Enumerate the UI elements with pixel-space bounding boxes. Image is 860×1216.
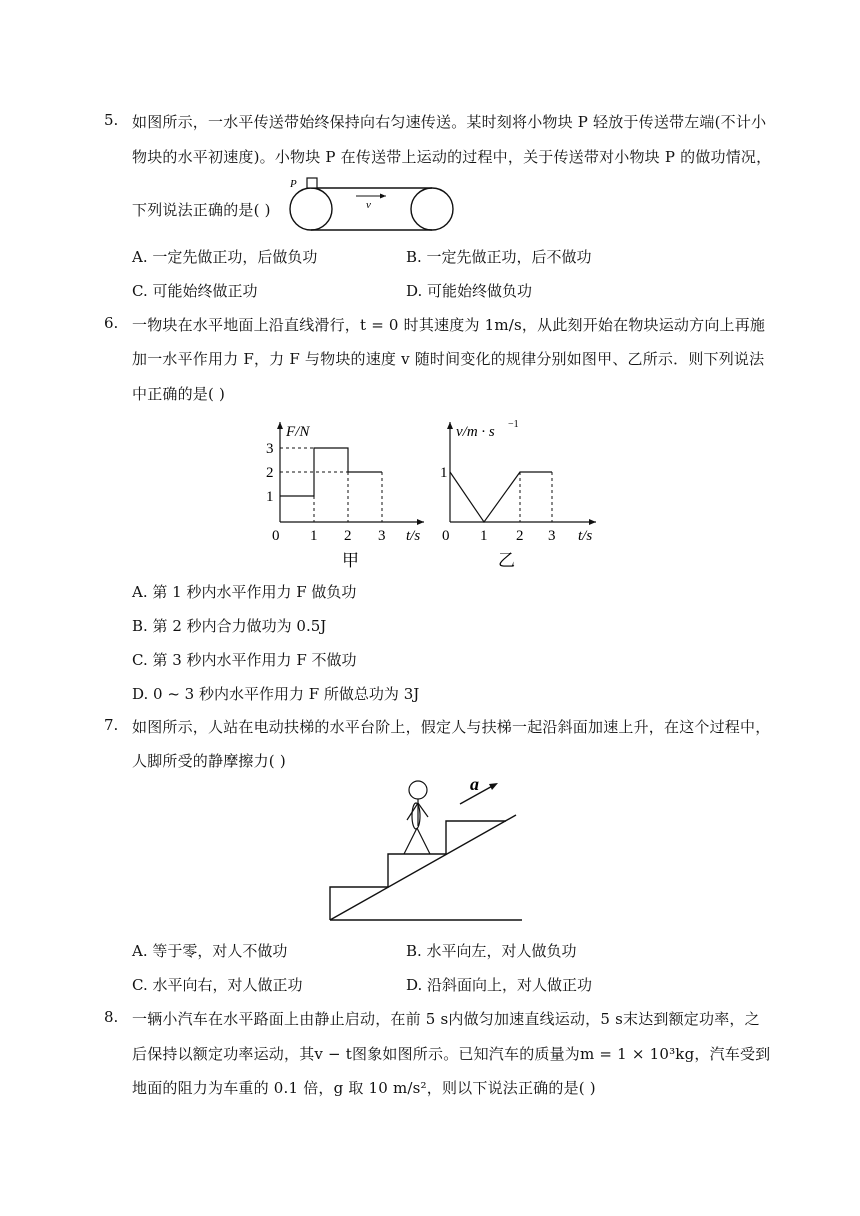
graph-yi-xlabel: t/s <box>578 528 593 544</box>
q6-option-a: A. 第 1 秒内水平作用力 F 做负功 <box>132 583 357 601</box>
graph-jia-tick-x0: 0 <box>272 528 280 544</box>
q5-option-a: A. 一定先做正功，后做负功 <box>132 248 318 266</box>
label-a: a <box>470 774 479 794</box>
q6-number: 6. <box>104 314 119 332</box>
q5-option-d: D. 可能始终做负功 <box>406 282 533 300</box>
graph-jia-tick-x1: 1 <box>310 528 318 544</box>
q7-option-a: A. 等于零，对人不做功 <box>132 942 288 960</box>
q8-number: 8. <box>104 1008 119 1026</box>
q5-option-c: C. 可能始终做正功 <box>132 282 258 300</box>
graph-yi-ylabel-sup: −1 <box>508 419 519 430</box>
block-p <box>307 178 317 188</box>
q7-option-d: D. 沿斜面向上，对人做正功 <box>406 976 593 994</box>
graph-yi-tick-x3: 3 <box>548 528 556 544</box>
graph-jia-ylabel: F/N <box>286 424 310 440</box>
label-p: P <box>290 178 297 190</box>
q5-line-1: 如图所示，一水平传送带始终保持向右匀速传送。某时刻将小物块 P 轻放于传送带左端(不计小 <box>132 113 767 131</box>
q5-number: 5. <box>104 111 119 129</box>
graph-jia-tick-y3: 3 <box>266 441 274 457</box>
graph-jia-caption: 甲 <box>342 551 359 570</box>
q6-line-1: 一物块在水平地面上沿直线滑行，t = 0 时其速度为 1m/s，从此刻开始在物块运动方向上再施 <box>132 316 766 334</box>
graph-force-time <box>256 414 436 572</box>
q6-option-b: B. 第 2 秒内合力做功为 0.5J <box>132 617 327 635</box>
q6-option-d: D. 0 ~ 3 秒内水平作用力 F 所做总功为 3J <box>132 685 420 703</box>
q7-line-2: 人脚所受的静摩擦力( ) <box>132 752 286 770</box>
graph-velocity-time <box>436 414 612 572</box>
graph-jia-tick-x3: 3 <box>378 528 386 544</box>
q5-line-3: 下列说法正确的是( ) <box>132 201 271 219</box>
q5-option-b: B. 一定先做正功，后不做功 <box>406 248 592 266</box>
graph-yi-tick-x2: 2 <box>516 528 524 544</box>
q8-line-2: 后保持以额定功率运动，其v − t图象如图所示。已知汽车的质量为m = 1 × 10³kg，汽车受到 <box>132 1045 771 1063</box>
q6-line-2: 加一水平作用力 F，力 F 与物块的速度 v 随时间变化的规律分别如图甲、乙所示．则下列说法 <box>132 350 765 368</box>
escalator-figure <box>324 772 528 928</box>
graph-jia-tick-y1: 1 <box>266 489 274 505</box>
label-v: v <box>366 199 371 211</box>
graph-yi-tick-y1: 1 <box>440 465 448 481</box>
person-figure <box>404 781 430 854</box>
q6-line-3: 中正确的是( ) <box>132 385 226 403</box>
graph-jia-tick-x2: 2 <box>344 528 352 544</box>
graph-yi-tick-x0: 0 <box>442 528 450 544</box>
q8-line-3: 地面的阻力为车重的 0.1 倍，g 取 10 m/s²，则以下说法正确的是( ) <box>132 1079 596 1097</box>
q7-option-b: B. 水平向左，对人做负功 <box>406 942 577 960</box>
q5-line-2: 物块的水平初速度)。小物块 P 在传送带上运动的过程中，关于传送带对小物块 P 的做功情况， <box>132 148 772 166</box>
graph-yi-ylabel: v/m · s <box>456 424 495 440</box>
graph-jia-xlabel: t/s <box>406 528 421 544</box>
q7-number: 7. <box>104 716 119 734</box>
velocity-line <box>450 472 552 522</box>
q6-option-c: C. 第 3 秒内水平作用力 F 不做功 <box>132 651 357 669</box>
graph-jia-tick-y2: 2 <box>266 465 274 481</box>
q7-option-c: C. 水平向右，对人做正功 <box>132 976 303 994</box>
q8-line-1: 一辆小汽车在水平路面上由静止启动，在前 5 s内做匀加速直线运动，5 s末达到额定功率，之 <box>132 1010 760 1028</box>
conveyor-belt-figure <box>282 172 458 234</box>
graph-yi-tick-x1: 1 <box>480 528 488 544</box>
q7-line-1: 如图所示，人站在电动扶梯的水平台阶上，假定人与扶梯一起沿斜面加速上升，在这个过程中， <box>132 718 771 736</box>
graph-yi-caption: 乙 <box>498 551 515 570</box>
